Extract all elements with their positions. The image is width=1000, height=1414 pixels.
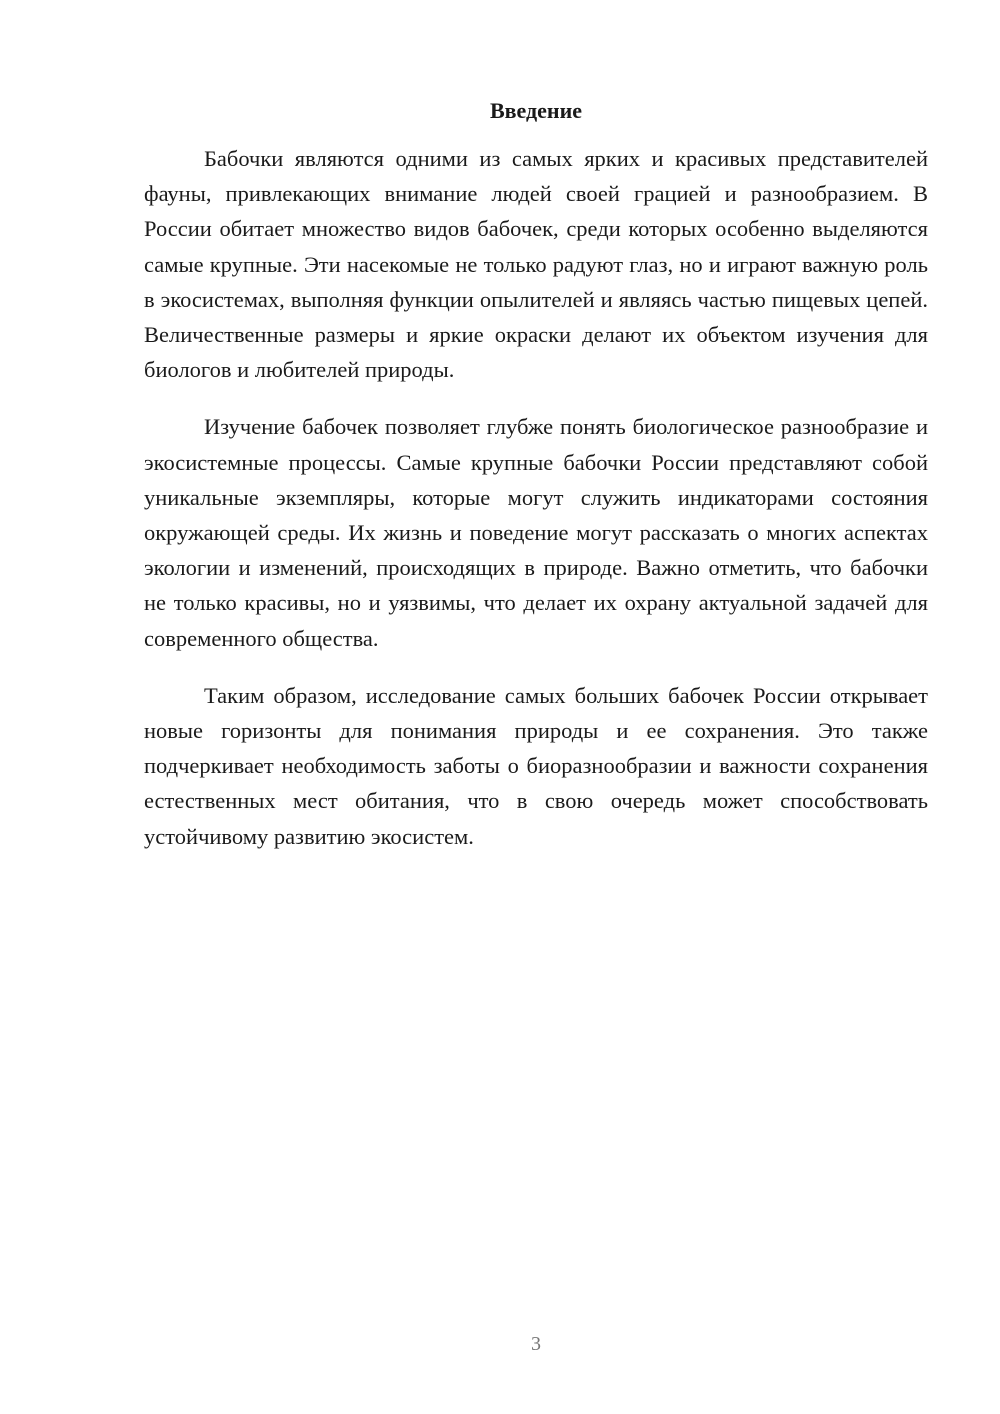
paragraph-2: Изучение бабочек позволяет глубже понять биологическое разнообразие и экосистемные процессы. Самые крупные бабочки России представляют собой уникальные экземпляры, которые могут служить индикаторами состояния окружающей среды. Их жизнь и поведение могут рассказать о многих аспектах экологии и изменений, происходящих в природе. Важно отметить, что бабочки не только красивы, но и уязвимы, что делает их охрану актуальной задачей для современного общества. bbox=[144, 414, 928, 651]
paragraph-3: Таким образом, исследование самых больших бабочек России открывает новые горизонты для понимания природы и ее сохранения. Это также подчеркивает необходимость заботы о биоразнообразии и важности сохранения естественных мест обитания, что в свою очередь может способствовать устойчивому развитию экосистем. bbox=[144, 682, 928, 849]
body-text bbox=[144, 141, 928, 876]
paragraph-1: Бабочки являются одними из самых ярких и красивых представителей фауны, привлекающих внимание людей своей грацией и разнообразием. В России обитает множество видов бабочек, среди которых особенно выделяются самые крупные. Эти насекомые не только радуют глаз, но и играют важную роль в экосистемах, выполняя функции опылителей и являясь частью пищевых цепей. Величественные размеры и яркие окраски делают их объектом изучения для биологов и любителей природы. bbox=[144, 146, 928, 383]
section-title: Введение bbox=[489, 98, 583, 123]
page-number: 3 bbox=[531, 1333, 541, 1355]
